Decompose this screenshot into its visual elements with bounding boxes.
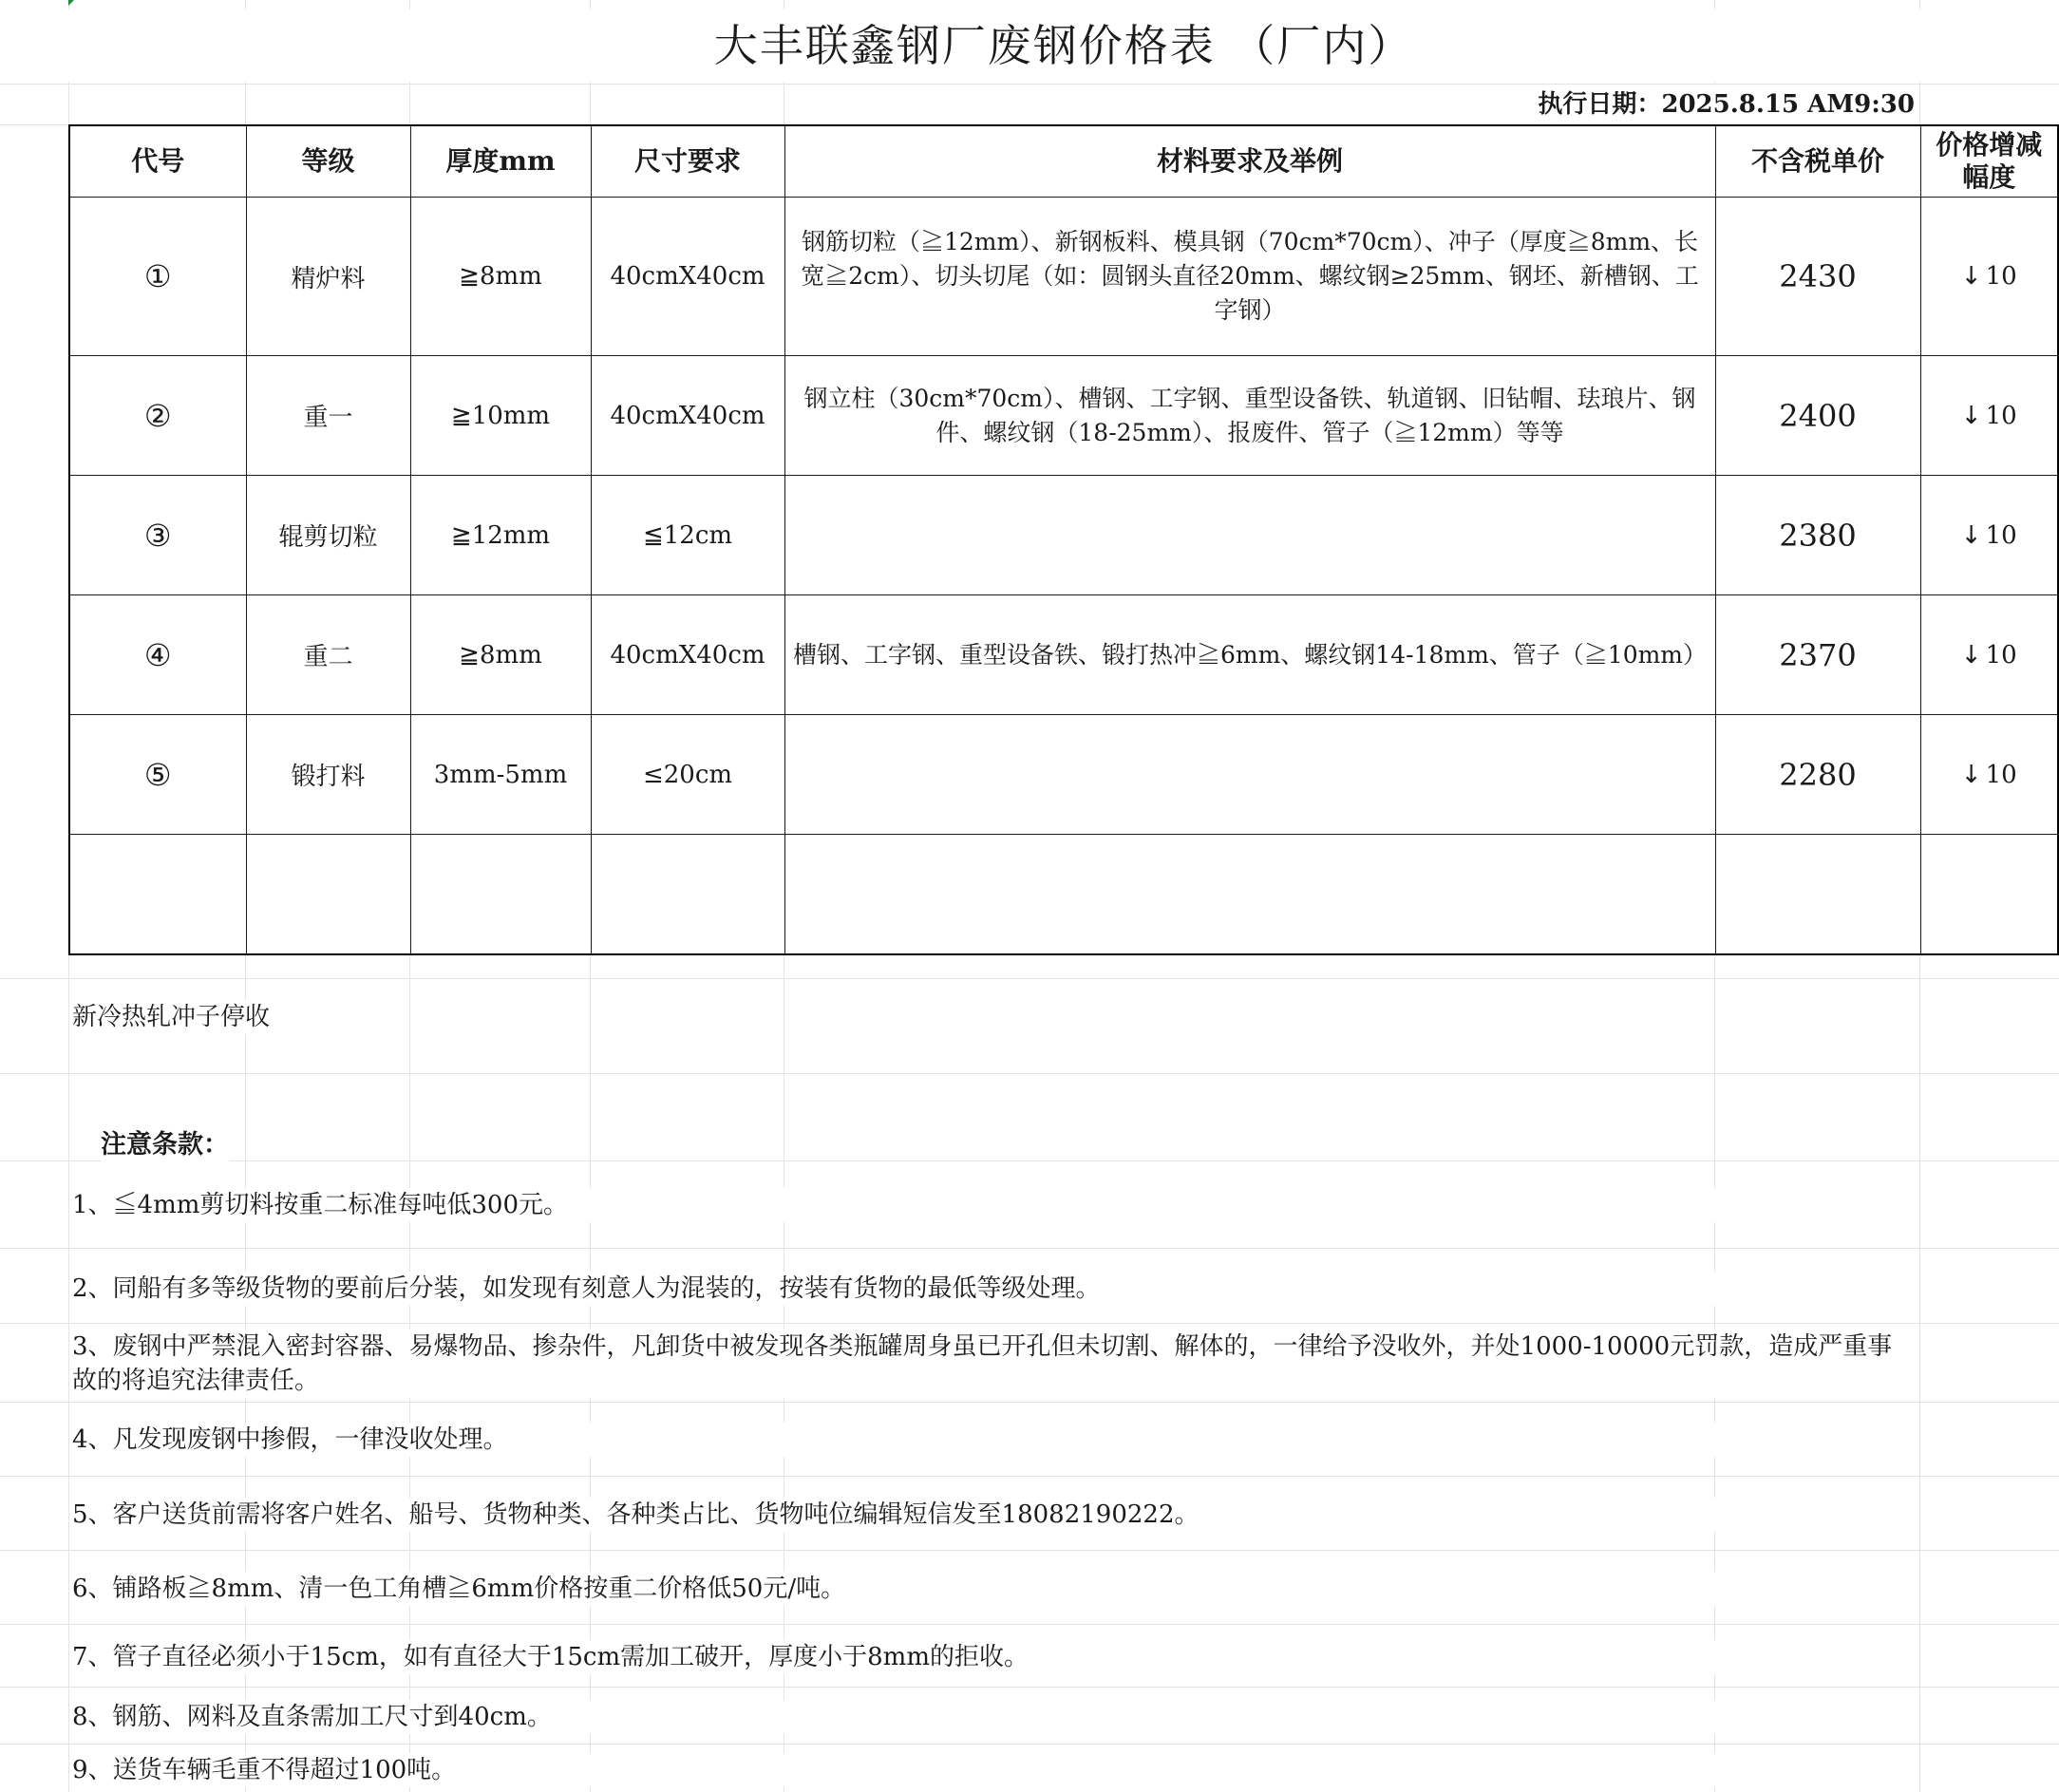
cell-size [591, 835, 784, 954]
cell-grade: 精炉料 [246, 198, 410, 356]
cell-code: ④ [69, 595, 246, 715]
cell-change [1920, 356, 2058, 476]
cell-price: 2370 [1715, 595, 1920, 715]
header-thickness: 厚度mm [410, 125, 591, 198]
change-value: 10 [1985, 640, 2017, 670]
cell-thickness: ≧12mm [410, 476, 591, 595]
cell-code: ② [69, 356, 246, 476]
cell-material [784, 476, 1715, 595]
cell-material: 钢筋切粒（≧12mm）、新钢板料、模具钢（70cm*70cm）、冲子（厚度≧8mm、长宽≧2cm）、切头切尾（如：圆钢头直径20mm、螺纹钢≥25mm、钢坯、新槽钢、工字钢） [784, 198, 1715, 356]
table-row [69, 715, 2058, 835]
notes-heading: 注意条款： [101, 1126, 229, 1164]
arrow-down-icon: ↓ [1960, 401, 1982, 430]
cell-change [1920, 835, 2058, 954]
clause-item: 6、铺路板≧8mm、清一色工角槽≧6mm价格按重二价格低50元/吨。 [72, 1572, 1896, 1606]
header-price: 不含税单价 [1715, 125, 1920, 198]
table-row [69, 356, 2058, 476]
cell-material: 钢立柱（30cm*70cm）、槽钢、工字钢、重型设备铁、轨道钢、旧钻帽、珐琅片、钢件、螺纹钢（18-25mm）、报废件、管子（≧12mm）等等 [784, 356, 1715, 476]
cell-size: 40cmX40cm [591, 356, 784, 476]
cell-grade: 重二 [246, 595, 410, 715]
header-material: 材料要求及举例 [784, 125, 1715, 198]
clause-item: 1、≦4mm剪切料按重二标准每吨低300元。 [72, 1188, 1896, 1222]
cell-price: 2380 [1715, 476, 1920, 595]
clause-item: 4、凡发现废钢中掺假，一律没收处理。 [72, 1423, 1896, 1457]
table-header-row [69, 125, 2058, 198]
clause-item: 7、管子直径必须小于15cm，如有直径大于15cm需加工破开，厚度小于8mm的拒收。 [72, 1640, 1896, 1674]
cell-change [1920, 715, 2058, 835]
change-value: 10 [1985, 262, 2017, 291]
table-row [69, 198, 2058, 356]
cell-thickness: ≧10mm [410, 356, 591, 476]
notice-text: 新冷热轧冲子停收 [72, 1000, 270, 1034]
cell-change [1920, 595, 2058, 715]
cell-size: 40cmX40cm [591, 198, 784, 356]
cell-thickness: 3mm-5mm [410, 715, 591, 835]
cell-material [784, 835, 1715, 954]
header-grade: 等级 [246, 125, 410, 198]
cell-change [1920, 198, 2058, 356]
cell-grade: 重一 [246, 356, 410, 476]
execution-date: 执行日期：2025.8.15 AM9:30 [1538, 85, 1915, 123]
selection-corner-marker [68, 0, 74, 6]
cell-size: 40cmX40cm [591, 595, 784, 715]
cell-change [1920, 476, 2058, 595]
clause-item: 8、钢筋、网料及直条需加工尺寸到40cm。 [72, 1700, 1896, 1734]
header-code: 代号 [69, 125, 246, 198]
arrow-down-icon: ↓ [1960, 640, 1982, 670]
clause-item: 9、送货车辆毛重不得超过100吨。 [72, 1753, 1896, 1787]
table-row [69, 595, 2058, 715]
table-row [69, 476, 2058, 595]
cell-price: 2400 [1715, 356, 1920, 476]
cell-grade [246, 835, 410, 954]
clause-item: 2、同船有多等级货物的要前后分装，如发现有刻意人为混装的，按装有货物的最低等级处理。 [72, 1272, 1896, 1306]
page-title: 大丰联鑫钢厂废钢价格表 （厂内） [68, 9, 2059, 82]
cell-code: ⑤ [69, 715, 246, 835]
arrow-down-icon: ↓ [1960, 760, 1982, 789]
arrow-down-icon: ↓ [1960, 520, 1982, 550]
price-table [68, 124, 2059, 955]
cell-price: 2280 [1715, 715, 1920, 835]
cell-size: ≦12cm [591, 476, 784, 595]
clause-item: 5、客户送货前需将客户姓名、船号、货物种类、各种类占比、货物吨位编辑短信发至18082190222。 [72, 1498, 1896, 1532]
cell-price [1715, 835, 1920, 954]
change-value: 10 [1985, 760, 2017, 789]
table-row-empty [69, 835, 2058, 954]
cell-code: ① [69, 198, 246, 356]
change-value: 10 [1985, 520, 2017, 550]
cell-material: 槽钢、工字钢、重型设备铁、锻打热冲≧6mm、螺纹钢14-18mm、管子（≧10mm） [784, 595, 1715, 715]
cell-code: ③ [69, 476, 246, 595]
cell-size: ≤20cm [591, 715, 784, 835]
cell-price: 2430 [1715, 198, 1920, 356]
header-size: 尺寸要求 [591, 125, 784, 198]
cell-grade: 锻打料 [246, 715, 410, 835]
arrow-down-icon: ↓ [1960, 262, 1982, 291]
cell-thickness: ≧8mm [410, 595, 591, 715]
cell-thickness [410, 835, 591, 954]
cell-material [784, 715, 1715, 835]
change-value: 10 [1985, 401, 2017, 430]
cell-code [69, 835, 246, 954]
cell-thickness: ≧8mm [410, 198, 591, 356]
cell-grade: 辊剪切粒 [246, 476, 410, 595]
clause-item: 3、废钢中严禁混入密封容器、易爆物品、掺杂件，凡卸货中被发现各类瓶罐周身虽已开孔但未切割、解体的，一律给予没收外，并处1000-10000元罚款，造成严重事故的将追究法律责任。 [72, 1330, 1896, 1398]
header-change: 价格增减幅度 [1920, 125, 2058, 198]
